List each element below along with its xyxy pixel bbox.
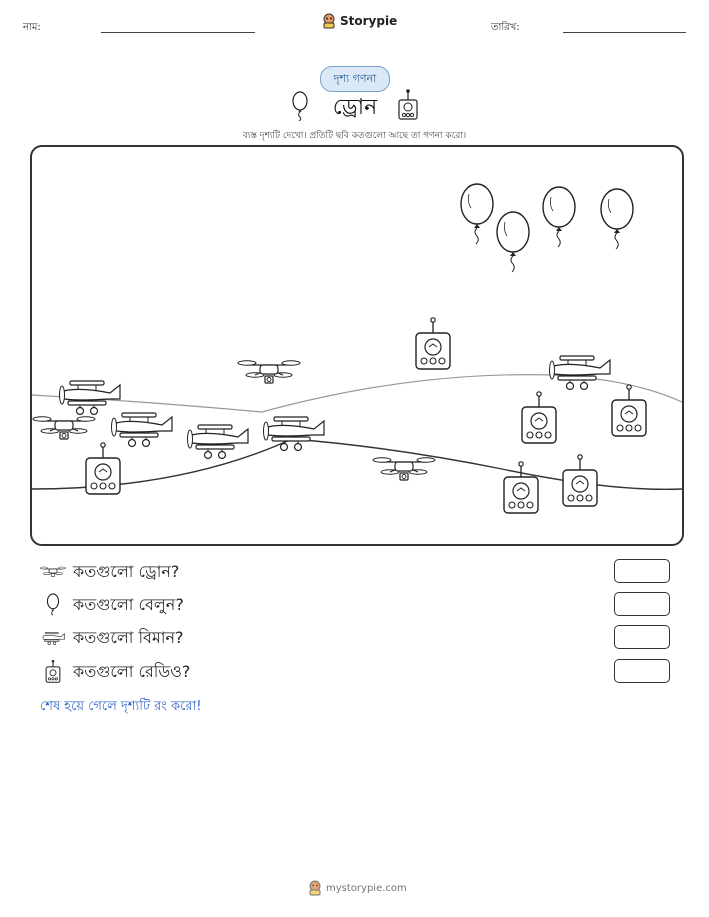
balloon — [461, 184, 493, 244]
radio — [416, 318, 450, 369]
storypie-mascot-icon — [308, 880, 322, 896]
footer-site — [308, 880, 407, 896]
name-line[interactable] — [101, 32, 255, 33]
answer-box-radios[interactable] — [614, 659, 670, 683]
plane — [60, 381, 121, 415]
radio — [563, 455, 597, 506]
plane — [188, 425, 249, 459]
radio — [522, 392, 556, 443]
answer-box-drones[interactable] — [614, 559, 670, 583]
radio — [86, 443, 120, 494]
question-row — [40, 559, 680, 585]
drone — [238, 361, 300, 383]
answer-box-planes[interactable] — [614, 625, 670, 649]
question-row — [40, 659, 680, 685]
site-url[interactable]: mystorypie.com — [326, 882, 407, 894]
plane — [550, 356, 611, 390]
radio — [612, 385, 646, 436]
radio-icon — [396, 88, 420, 122]
question-text: কতগুলো ড্রোন? — [73, 561, 180, 581]
balloon — [543, 187, 575, 247]
radio — [504, 462, 538, 513]
answer-box-balloons[interactable] — [614, 592, 670, 616]
balloon — [497, 212, 529, 272]
category-tag: দৃশ্য গণনা — [320, 66, 390, 92]
radio-icon — [40, 660, 66, 684]
plane-icon — [40, 626, 66, 650]
question-row — [40, 592, 680, 618]
instruction-text: ব্যস্ত দৃশ্যটি দেখো। প্রতিটি ছবি কতগুলো আছে তা গণনা করো। — [242, 131, 467, 141]
question-row — [40, 625, 680, 651]
drone — [373, 458, 435, 480]
storypie-mascot-icon — [322, 13, 336, 29]
balloon-icon — [40, 593, 66, 617]
question-text: কতগুলো রেডিও? — [73, 661, 191, 681]
drone — [33, 417, 95, 439]
name-label: নাম: — [23, 22, 41, 33]
plane — [264, 417, 325, 451]
question-text: কতগুলো বেলুন? — [73, 594, 184, 614]
date-line[interactable] — [563, 32, 686, 33]
page-title: ড্রোন — [332, 95, 378, 120]
plane — [112, 413, 173, 447]
brand-name: Storypie — [340, 14, 398, 28]
question-text: কতগুলো বিমান? — [73, 627, 184, 647]
drone-icon — [40, 560, 66, 584]
date-label: তারিখ: — [491, 22, 520, 33]
closing-note: শেষ হয়ে গেলে দৃশ্যটি রং করো! — [40, 699, 202, 714]
scene-illustration — [32, 147, 682, 544]
counting-scene — [30, 145, 684, 546]
balloon — [601, 189, 633, 249]
brand-logo — [322, 13, 397, 29]
